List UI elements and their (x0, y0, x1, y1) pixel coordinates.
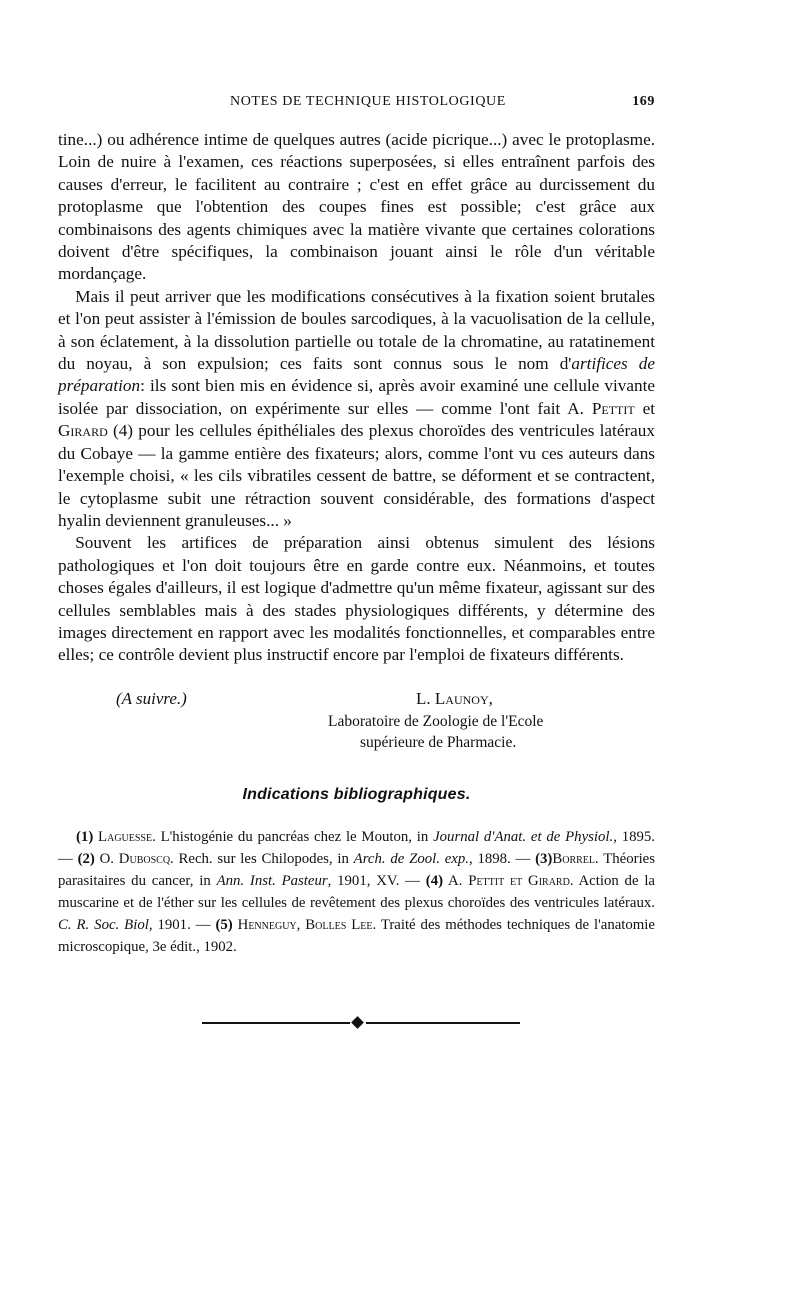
paragraph-2 (58, 286, 655, 532)
conjunction-et: et (634, 398, 655, 418)
ref-author-3: Borrel (552, 851, 596, 867)
ref-number-3: (3) (535, 851, 553, 867)
running-head-title: NOTES DE TECHNIQUE HISTOLOGIQUE (230, 94, 506, 109)
laboratory-line-2: supérieure de Pharmacie. (360, 734, 517, 751)
ref-text-5: . Traité des méthodes techniques de l'anatomie microscopique, 3e édit., 1902. (58, 917, 655, 955)
paragraph-2-part-b: : ils sont bien mis en évidence si, après avoir examiné une cellule vivante isolée par dissociation, on expérimente sur elles — comme l'ont fait A. (58, 376, 655, 418)
ref-author-4: A. Pettit et Girard (443, 873, 570, 889)
ref-year-3: , 1901, XV. — (327, 873, 426, 889)
paragraph-3-text: Souvent les artifices de préparation ainsi obtenus simulent des lésions pathologiques et l'on doit toujours être en garde contre eux. Néanmoins, et toutes choses égales d'ailleurs, il est logique d'admettre qu'un même fixateur, agissant sur des cellules semblables mais à des stades physiologiques différents, y détermine des images directement en rapport avec les modalités fonctionnelles, et comparables entre elles; ce contrôle devient plus instructif encore par l'emploi de fixateurs différents. (58, 533, 655, 665)
body-text (58, 129, 655, 667)
page-number: 169 (632, 94, 655, 109)
ref-text-1: . L'histogénie du pancréas chez le Mouton, in (152, 829, 434, 845)
ref-journal-2: Arch. de Zool. exp. (353, 851, 469, 867)
signature-block (58, 688, 655, 758)
artifices-term: artifices de préparation (58, 354, 655, 396)
ref-text-4: . Action de la muscarine et de l'éther sur les cellules de revêtement des plexus choroïdes des ventricules latéraux. (58, 873, 656, 911)
paragraph-1: tine...) ou adhérence intime de quelques autres (acide picrique...) avec le protoplasme. Loin de nuire à l'examen, ces réactions superposées, si elles entraînent parfois des causes d'erreur, le facilitent au contraire ; c'est en effet grâce au durcissement du protoplasme que l'obtention des coupes fines est possible; c'est grâce aux combinaisons des agents chimiques avec la matière vivante que certaines colorations doivent d'être spécifiques, la combinaison jouant ainsi le rôle d'un véritable mordançage. (58, 130, 655, 284)
paragraph-3 (58, 532, 655, 666)
ref-year-2: , 1898. — (468, 851, 536, 867)
ref-author-5: Henneguy, Bolles Lee (232, 917, 373, 933)
ref-journal-1: Journal d'Anat. et de Physiol. (433, 829, 614, 845)
ref-number-4: (4) (425, 873, 444, 889)
author-pettit: Pettit (591, 398, 635, 418)
paragraph-2-part-c: (4) pour les cellules épithéliales des plexus choroïdes des ventricules latéraux du Cobaye — la gamme entière des fixateurs; alors, comme l'ont vu ces auteurs dans l'exemple choisi, « les cils vibratiles cessent de battre, se déforment et se contractent, le cytoplasme subit une rétraction souvent considérable, des formations d'aspect hyalin deviennent granuleuses... » (58, 421, 655, 530)
running-head (58, 94, 655, 116)
ref-text-3: . Théories parasitaires du cancer, in (58, 851, 656, 889)
bibliography-entries (58, 826, 655, 958)
ref-year-4: , 1901. — (148, 917, 216, 933)
ornament-rule-left (202, 1022, 350, 1024)
ref-journal-4: C. R. Soc. Biol (58, 917, 149, 933)
author-name: Launoy, (434, 689, 493, 708)
paragraph-2-part-a: Mais il peut arriver que les modifications consécutives à la fixation soient brutales et l'on peut assister à l'émission de boules sarcodiques, à la vacuolisation de la cellule, à son éclatement, à la dissolution partielle ou totale de la chromatine, au ratatinement du noyau, à son expulsion; ces faits sont connus sous le nom d' (58, 286, 655, 374)
section-end-ornament (202, 1016, 520, 1030)
ref-text-2: . Rech. sur les Chilopodes, in (170, 851, 354, 867)
ref-number-2: (2) (77, 851, 95, 867)
ref-author-2: O. Duboscq (94, 851, 171, 867)
ornament-rule-right (366, 1022, 520, 1024)
bibliography-title: Indications bibliographiques. (242, 786, 471, 803)
ref-year-1: , 1895. — (58, 829, 656, 867)
ref-journal-3: Ann. Inst. Pasteur (216, 873, 328, 889)
author-girard: Girard (58, 421, 108, 441)
ref-number-1: (1) (76, 829, 94, 845)
diamond-icon (351, 1016, 364, 1029)
ref-number-5: (5) (215, 917, 233, 933)
laboratory-line-1: Laboratoire de Zoologie de l'Ecole (328, 713, 544, 730)
author-initial: L. (416, 689, 435, 708)
author-signature (416, 688, 493, 710)
bibliography (58, 826, 655, 958)
ref-author-1: Laguesse (93, 829, 153, 845)
to-follow-note: (A suivre.) (116, 689, 187, 708)
